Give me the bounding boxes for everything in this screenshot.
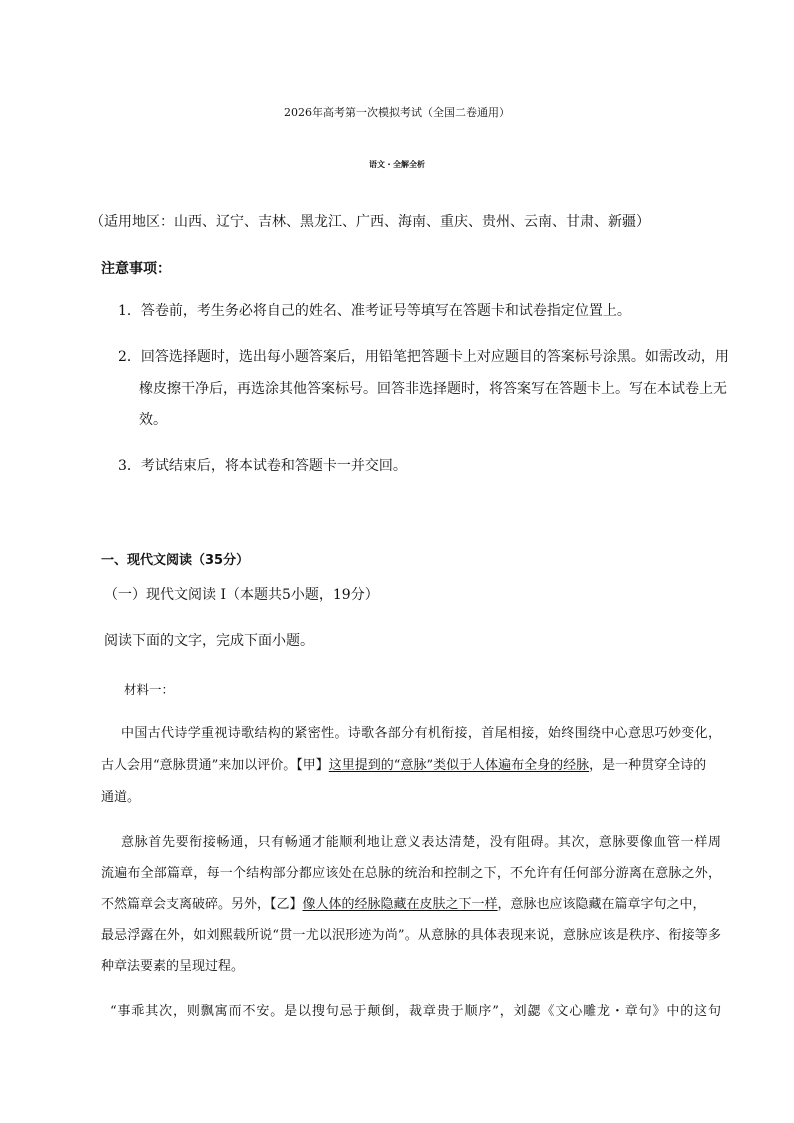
passage-p2-line-2: 流遍布全部篇章，每一个结构部分都应该处在总脉的统治和控制之下，不允许有任何部分游离在意脉之外，: [101, 866, 721, 881]
applicable-regions: （适用地区：山西、辽宁、吉林、黑龙江、广西、海南、重庆、贵州、云南、甘肃、新疆）: [90, 214, 650, 230]
material-label: 材料一：: [124, 682, 175, 697]
passage-text: ，是一种贯穿全诗的: [589, 758, 707, 773]
page-subtitle: 语文・全解全析: [369, 160, 425, 169]
notice-item-2-line-2: 橡皮擦干净后，再选涂其他答案标号。回答非选择题时，将答案写在答题卡上。写在本试卷上无: [139, 381, 727, 397]
passage-p1-line-2: [101, 754, 721, 773]
passage-p2-line-1: 意脉首先要衔接畅通，只有畅通才能顺利地让意义表达清楚，没有阻碍。其次，意脉要像血管一样周: [121, 835, 721, 850]
notice-item-2-line-3: 效。: [139, 412, 167, 428]
passage-p2-line-5: 种章法要素的呈现过程。: [101, 959, 245, 974]
reading-instruction: 阅读下面的文字，完成下面小题。: [104, 633, 314, 649]
section-subheading: （一）现代文阅读 I（本题共5小题，19分）: [104, 587, 379, 603]
notice-item-2-line-1: 2．回答选择题时，选出每小题答案后，用铅笔把答题卡上对应题目的答案标号涂黑。如需改动，用: [118, 349, 729, 365]
passage-text: 古人会用“意脉贯通”来加以评价。【甲】: [101, 758, 329, 773]
page-title: 2026年高考第一次模拟考试（全国二卷通用）: [284, 106, 510, 119]
underlined-sentence-yi: 像人体的经脉隐藏在皮肤之下一样: [302, 897, 498, 912]
passage-p3-line-1: “事乖其次，则飘寓而不安。是以搜句忌于颠倒，裁章贵于顺序”，刘勰《文心雕龙・章句》中的这句: [110, 1004, 721, 1019]
notice-item-3: 3．考试结束后，将本试卷和答题卡一并交回。: [118, 458, 407, 474]
passage-p2-line-3: [101, 893, 721, 912]
notice-item-1: 1．答卷前，考生务必将自己的姓名、准考证号等填写在答题卡和试卷指定位置上。: [118, 303, 631, 319]
section-heading: 一、现代文阅读（35分）: [101, 553, 250, 568]
notice-heading: 注意事项：: [101, 261, 171, 277]
passage-text: ，意脉也应该隐藏在篇章字句之中，: [497, 897, 706, 912]
passage-p2-line-4: 最忌浮露在外，如刘熙载所说“贯一尤以泯形迹为尚”。从意脉的具体表现来说，意脉应该是秩序、衔接等多: [101, 928, 721, 943]
passage-text: 不然篇章会支离破碎。另外，【乙】: [101, 897, 303, 912]
passage-p1-line-3: 通道。: [101, 790, 141, 805]
passage-p1-line-1: 中国古代诗学重视诗歌结构的紧密性。诗歌各部分有机衔接，首尾相接，始终围绕中心意思巧妙变化，: [121, 726, 721, 741]
underlined-sentence-jia: 这里提到的“意脉”类似于人体遍布全身的经脉: [328, 758, 590, 773]
